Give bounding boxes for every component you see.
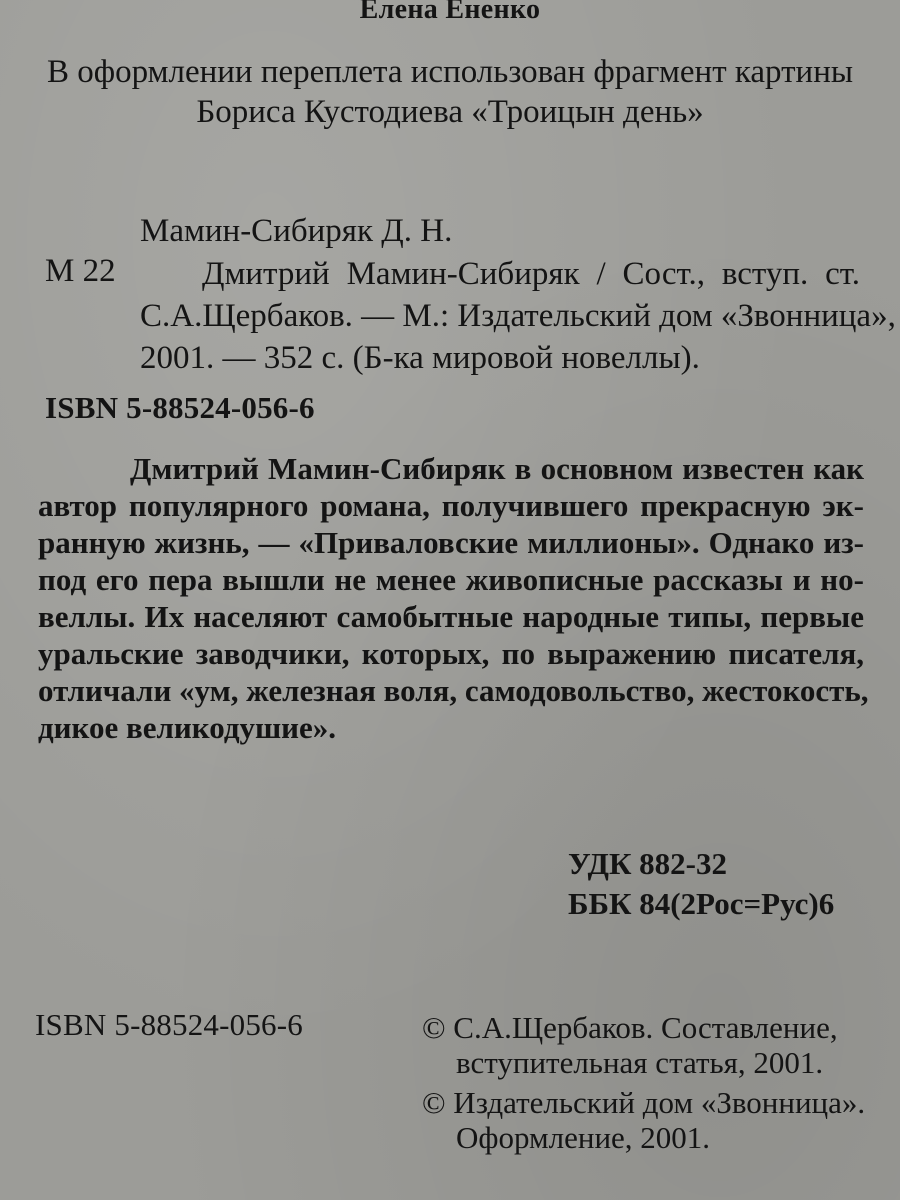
isbn-number-footer: ISBN 5-88524-056-6 [35,1007,303,1042]
classification-codes [568,844,834,924]
bibliographic-description [140,253,896,379]
annotation-line: под его пера вышли не менее живописные рассказы и но- [38,562,864,597]
bibliographic-line: 2001. — 352 с. (Б-ка мировой новеллы). [140,340,700,376]
binding-note [0,52,900,132]
annotation [38,450,869,746]
bibliographic-line: С.А.Щербаков. — М.: Издательский дом «Звонница», [140,298,896,334]
annotation-line: веллы. Их населяют самобытные народные типы, первые [38,599,864,634]
annotation-line: ранную жизнь, — «Приваловские миллионы». Однако из- [38,525,864,560]
copyright-line: вступительная статья, 2001. [456,1045,824,1080]
binding-note-line: Бориса Кустодиева «Троицын день» [196,94,704,130]
annotation-line: Дмитрий Мамин-Сибиряк в основном известен как [130,451,864,486]
annotation-line: дикое великодушие». [38,710,337,745]
binding-note-line: В оформлении переплета использован фрагмент картины [46,54,854,90]
author-cipher: М 22 [45,253,116,289]
bibliographic-line: Дмитрий Мамин-Сибиряк / Сост., вступ. ст. [202,256,860,292]
udk-code: УДК 882-32 [568,846,727,881]
isbn-number: ISBN 5-88524-056-6 [45,390,315,425]
copyright-line: © Издательский дом «Звонница». [422,1085,866,1120]
annotation-line: автор популярного романа, получившего прекрасную эк- [38,488,864,523]
annotation-line: уральские заводчики, которых, по выражению писателя, [38,636,864,671]
copyright-line: © С.А.Щербаков. Составление, [422,1010,838,1045]
copyright-line: Оформление, 2001. [456,1120,711,1155]
cover-designer: Елена Ененко [359,0,541,25]
catalog-author: Мамин-Сибиряк Д. Н. [140,213,453,249]
copyright-block [422,1010,866,1155]
annotation-line: отличали «ум, железная воля, самодовольство, жестокость, [38,673,869,708]
bbk-code: ББК 84(2Рос=Рус)6 [568,886,835,921]
